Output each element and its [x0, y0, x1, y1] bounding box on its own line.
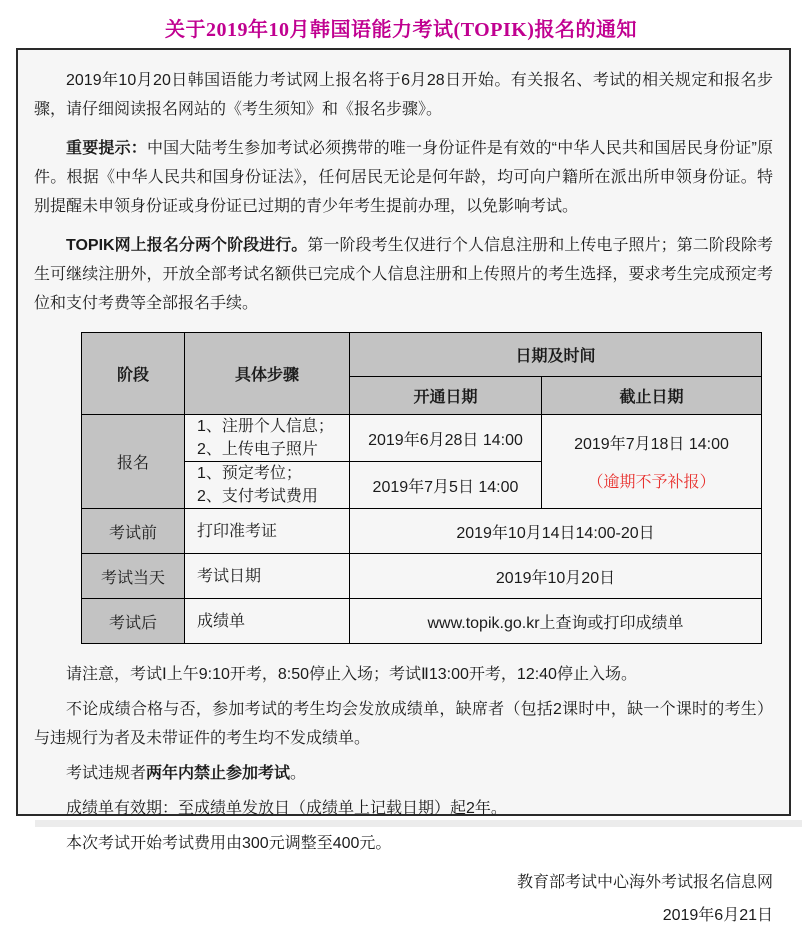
cell-registration-phase1-steps — [185, 415, 350, 462]
cell-before-exam-stage: 考试前 — [82, 509, 185, 554]
violation-bold: 两年内禁止参加考试 — [146, 765, 291, 782]
cell-before-exam-date: 2019年10月14日14:00-20日 — [350, 509, 762, 554]
two-phase-text: 第一阶段考生仅进行个人信息注册和上传电子照片；第二阶段除考生可继续注册外，开放全部考试名额供已完成个人信息注册和上传照片的考生选择，要求考生完成预定考位和支付考费等全部报名手续。 — [34, 237, 773, 312]
cell-exam-day-steps: 考试日期 — [185, 554, 350, 599]
after-exam-row — [82, 599, 762, 644]
cell-exam-day-stage: 考试当天 — [82, 554, 185, 599]
phase1-step-1: 1、注册个人信息； — [197, 418, 334, 435]
exam-day-row — [82, 554, 762, 599]
note-validity: 成绩单有效期：至成绩单发放日（成绩单上记载日期）起2年。 — [66, 800, 507, 817]
close-date-value: 2019年7月18日 14:00 — [574, 436, 729, 453]
header-steps: 具体步骤 — [185, 333, 350, 415]
footer-organization: 教育部考试中心海外考试报名信息网 — [516, 874, 773, 891]
cell-registration-stage: 报名 — [82, 415, 185, 509]
registration-phase1-row — [82, 415, 762, 462]
phase2-step-2: 2、支付考试费用 — [197, 488, 318, 505]
intro-paragraph-2 — [34, 134, 773, 221]
cell-phase2-open-date: 2019年7月5日 14:00 — [350, 462, 542, 509]
violation-pre: 考试违规者 — [66, 765, 147, 782]
cell-before-exam-steps: 打印准考证 — [185, 509, 350, 554]
header-datetime: 日期及时间 — [350, 333, 762, 377]
phase1-step-2: 2、上传电子照片 — [197, 441, 318, 458]
cell-exam-day-date: 2019年10月20日 — [350, 554, 762, 599]
page-title: 关于2019年10月韩国语能力考试(TOPIK)报名的通知 — [165, 19, 637, 41]
notes-section — [34, 660, 773, 858]
important-note-label: 重要提示： — [66, 140, 147, 157]
intro-paragraph-1: 2019年10月20日韩国语能力考试网上报名将于6月28日开始。有关报名、考试的相关规定和报名步骤，请仔细阅读报名网站的《考生须知》和《报名步骤》。 — [34, 72, 773, 118]
cell-registration-close-date — [542, 415, 762, 509]
note-violation — [34, 759, 773, 788]
notice-box — [16, 48, 791, 924]
note-fee-change: 本次考试开始考试费用由300元调整至400元。 — [66, 835, 392, 852]
important-note-text: 中国大陆考生参加考试必须携带的唯一身份证件是有效的“中华人民共和国居民身份证”原件。根据《中华人民共和国身份证法》，任何居民无论是何年龄，均可向户籍所在派出所申领身份证。特别提醒未申领身份证或身份证已过期的青少年考生提前办理，以免影响考试。 — [34, 140, 773, 215]
note-entry-times: 请注意，考试Ⅰ上午9:10开考，8:50停止入场；考试Ⅱ13:00开考，12:40停止入场。 — [66, 666, 637, 683]
phase2-step-1: 1、预定考位； — [197, 465, 302, 482]
cell-registration-phase2-steps — [185, 462, 350, 509]
cell-phase1-open-date: 2019年6月28日 14:00 — [350, 415, 542, 462]
cell-after-exam-date: www.topik.go.kr上查询或打印成绩单 — [350, 599, 762, 644]
schedule-table — [81, 332, 762, 644]
before-exam-row — [82, 509, 762, 554]
two-phase-label: TOPIK网上报名分两个阶段进行。 — [66, 237, 308, 254]
cell-after-exam-stage: 考试后 — [82, 599, 185, 644]
overdue-warning: （逾期不予补报） — [587, 474, 716, 491]
footer-date: 2019年6月21日 — [662, 907, 773, 924]
header-open-date: 开通日期 — [350, 377, 542, 415]
header-stage: 阶段 — [82, 333, 185, 415]
violation-post: 。 — [290, 765, 307, 782]
cell-after-exam-steps: 成绩单 — [185, 599, 350, 644]
note-score-report: 不论成绩合格与否，参加考试的考生均会发放成绩单，缺席者（包括2课时中，缺一个课时的考生）与违规行为者及未带证件的考生均不发成绩单。 — [34, 701, 773, 747]
intro-paragraph-3 — [34, 231, 773, 318]
table-header-row-1 — [82, 333, 762, 377]
header-close-date: 截止日期 — [542, 377, 762, 415]
